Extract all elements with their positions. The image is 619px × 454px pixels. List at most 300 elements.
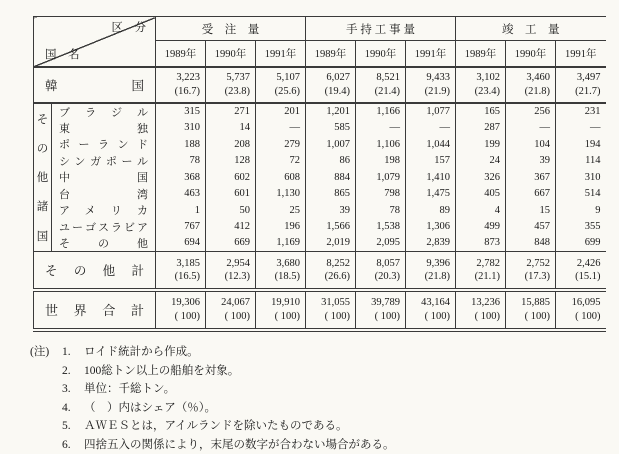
country-name: ブラジル bbox=[59, 106, 148, 119]
value-cell bbox=[256, 169, 306, 186]
value-cell bbox=[406, 235, 456, 252]
value-cell bbox=[306, 103, 356, 120]
cell-value: 1,410 bbox=[426, 171, 450, 183]
cell-share: ( 100) bbox=[474, 310, 500, 322]
value-cell bbox=[456, 235, 506, 252]
value-share-cell bbox=[506, 252, 556, 290]
cell-value: 601 bbox=[234, 188, 250, 200]
value-cell bbox=[456, 186, 506, 203]
value-cell bbox=[306, 169, 356, 186]
value-cell bbox=[156, 186, 206, 203]
cell-value: 19,910 bbox=[271, 297, 300, 309]
value-share-cell bbox=[506, 290, 556, 330]
value-share-cell bbox=[556, 67, 606, 103]
cell-value: 412 bbox=[234, 221, 250, 233]
cell-value: 1,007 bbox=[326, 138, 350, 150]
cell-value: 326 bbox=[484, 171, 500, 183]
cell-value: 13,236 bbox=[471, 297, 500, 309]
cell-value: 279 bbox=[284, 138, 300, 150]
cell-share: (21.4) bbox=[374, 85, 400, 97]
value-cell bbox=[306, 219, 356, 236]
value-cell bbox=[406, 169, 456, 186]
cell-value: 201 bbox=[284, 105, 300, 117]
cell-share: (18.5) bbox=[274, 270, 300, 282]
cell-value: 602 bbox=[234, 171, 250, 183]
footnote-number: 1. bbox=[62, 346, 71, 358]
korea-total-label: 韓国 bbox=[34, 67, 156, 103]
cell-value: 231 bbox=[584, 105, 601, 117]
cell-value: 2,426 bbox=[576, 257, 601, 269]
cell-share: (21.1) bbox=[474, 270, 500, 282]
year-header: 1991年 bbox=[556, 41, 606, 67]
cell-value: 310 bbox=[184, 122, 200, 134]
value-cell bbox=[156, 136, 206, 153]
value-cell bbox=[556, 186, 606, 203]
group-vertical-label-text bbox=[34, 104, 51, 250]
value-cell bbox=[506, 219, 556, 236]
world-total-label: 世界合計 bbox=[34, 290, 156, 330]
footnote-line bbox=[30, 399, 395, 415]
cell-value: 669 bbox=[234, 237, 250, 249]
cell-share: (23.4) bbox=[474, 85, 500, 97]
column-group-work-on-hand: 手 持 工 事 量 bbox=[306, 17, 456, 41]
cell-share: ( 100) bbox=[524, 310, 550, 322]
cell-share: (16.5) bbox=[174, 270, 200, 282]
cell-share: (21.9) bbox=[424, 85, 450, 97]
cell-value: 1,044 bbox=[426, 138, 450, 150]
cell-share: (21.8) bbox=[424, 270, 450, 282]
value-cell bbox=[156, 120, 206, 137]
cell-value: 15,885 bbox=[521, 297, 550, 309]
country-row bbox=[34, 235, 606, 252]
group-label-char: の bbox=[36, 143, 49, 156]
table-header bbox=[34, 17, 606, 67]
cell-value: 89 bbox=[439, 204, 450, 216]
cell-value: 1,201 bbox=[326, 105, 350, 117]
value-share-cell bbox=[256, 290, 306, 330]
value-cell bbox=[556, 219, 606, 236]
value-cell bbox=[156, 202, 206, 219]
value-cell bbox=[556, 202, 606, 219]
cell-share: (15.1) bbox=[575, 270, 601, 282]
cell-share: (21.8) bbox=[524, 85, 550, 97]
cell-value: 9,396 bbox=[426, 257, 450, 269]
value-share-cell bbox=[156, 290, 206, 330]
value-cell bbox=[506, 136, 556, 153]
cell-value: 24,067 bbox=[221, 297, 250, 309]
value-share-cell bbox=[256, 67, 306, 103]
value-cell bbox=[356, 186, 406, 203]
cell-value: 2,782 bbox=[476, 257, 500, 269]
cell-share: (16.7) bbox=[174, 85, 200, 97]
value-cell bbox=[206, 202, 256, 219]
value-share-cell bbox=[206, 290, 256, 330]
footnote-text: （ ）内はシェア（％）。 bbox=[84, 401, 217, 414]
footnote-text: 単位：千総トン。 bbox=[84, 383, 176, 395]
cell-value: — bbox=[439, 122, 450, 134]
cell-value: — bbox=[289, 122, 300, 134]
value-cell bbox=[506, 186, 556, 203]
country-name: ポーランド bbox=[59, 139, 148, 152]
footnote-number: 5. bbox=[62, 420, 71, 432]
cell-value: 8,521 bbox=[376, 72, 400, 84]
cell-value: 31,055 bbox=[321, 297, 350, 309]
year-header: 1989年 bbox=[156, 41, 206, 67]
cell-share: ( 100) bbox=[575, 310, 601, 322]
cell-value: 667 bbox=[534, 188, 550, 200]
country-row bbox=[34, 103, 606, 120]
cell-value: 208 bbox=[234, 138, 250, 150]
year-header: 1989年 bbox=[306, 41, 356, 67]
cell-value: 114 bbox=[585, 155, 601, 167]
year-header: 1991年 bbox=[256, 41, 306, 67]
value-cell bbox=[256, 202, 306, 219]
cell-value: 86 bbox=[339, 155, 350, 167]
cell-value: 1,079 bbox=[376, 171, 400, 183]
footnote-line bbox=[30, 343, 395, 359]
footnote-text: ＡＷＥＳとは，アイルランドを除いたものである。 bbox=[84, 420, 348, 432]
cell-value: 128 bbox=[234, 155, 250, 167]
cell-value: 72 bbox=[289, 155, 300, 167]
cell-value: 19,306 bbox=[171, 297, 200, 309]
footnote-number: 4. bbox=[62, 401, 71, 414]
cell-value: 3,460 bbox=[526, 72, 550, 84]
corner-category-label: 区 分 bbox=[111, 22, 146, 34]
value-share-cell bbox=[156, 252, 206, 290]
value-cell bbox=[406, 103, 456, 120]
value-cell bbox=[306, 235, 356, 252]
cell-value: 457 bbox=[534, 221, 550, 233]
cell-value: 271 bbox=[234, 105, 250, 117]
cell-value: 8,057 bbox=[376, 257, 400, 269]
value-share-cell bbox=[256, 252, 306, 290]
value-cell bbox=[206, 103, 256, 120]
cell-value: 1,169 bbox=[276, 237, 300, 249]
value-cell bbox=[456, 153, 506, 170]
cell-value: 14 bbox=[239, 122, 250, 134]
year-header: 1990年 bbox=[356, 41, 406, 67]
cell-value: 1,306 bbox=[426, 221, 450, 233]
cell-value: 767 bbox=[184, 221, 200, 233]
value-cell bbox=[306, 120, 356, 137]
cell-value: 5,737 bbox=[226, 72, 250, 84]
value-cell bbox=[156, 235, 206, 252]
year-header: 1990年 bbox=[506, 41, 556, 67]
cell-value: 514 bbox=[584, 188, 601, 200]
cell-value: 3,223 bbox=[176, 72, 200, 84]
world-total-row bbox=[34, 290, 606, 330]
value-cell bbox=[256, 120, 306, 137]
footnote-line bbox=[30, 380, 395, 396]
value-cell bbox=[506, 103, 556, 120]
value-cell bbox=[556, 120, 606, 137]
cell-value: 196 bbox=[284, 221, 300, 233]
value-cell bbox=[456, 120, 506, 137]
country-row bbox=[34, 202, 606, 219]
cell-value: 585 bbox=[334, 122, 350, 134]
cell-value: 884 bbox=[334, 171, 350, 183]
footnote-number: 3. bbox=[62, 383, 71, 395]
footnote-number: 2. bbox=[62, 364, 71, 377]
value-cell bbox=[306, 153, 356, 170]
value-cell bbox=[206, 219, 256, 236]
value-share-cell bbox=[206, 252, 256, 290]
value-cell bbox=[506, 153, 556, 170]
value-cell bbox=[406, 120, 456, 137]
value-share-cell bbox=[156, 67, 206, 103]
cell-value: — bbox=[539, 122, 550, 134]
country-row bbox=[34, 169, 606, 186]
footnote-prefix: (注) bbox=[30, 346, 50, 358]
other-total-row bbox=[34, 252, 606, 290]
cell-value: 315 bbox=[184, 105, 200, 117]
cell-share: (23.8) bbox=[224, 85, 250, 97]
cell-value: 3,680 bbox=[276, 257, 300, 269]
value-cell bbox=[206, 136, 256, 153]
value-cell bbox=[456, 219, 506, 236]
cell-value: 104 bbox=[534, 138, 550, 150]
corner-country-label: 国 名 bbox=[45, 48, 80, 61]
group-vertical-label bbox=[34, 103, 52, 252]
cell-share: ( 100) bbox=[424, 310, 450, 322]
value-cell bbox=[306, 136, 356, 153]
cell-value: 198 bbox=[384, 155, 400, 167]
cell-value: 5,107 bbox=[276, 72, 300, 84]
footnote-text: 四捨五入の関係により，末尾の数字が合わない場合がある。 bbox=[84, 438, 395, 451]
value-cell bbox=[556, 103, 606, 120]
cell-value: 2,019 bbox=[326, 237, 350, 249]
cell-value: 3,102 bbox=[476, 72, 500, 84]
cell-value: 1,166 bbox=[376, 105, 400, 117]
footnote-text: 100総トン以上の船舶を対象。 bbox=[84, 364, 240, 377]
value-cell bbox=[356, 235, 406, 252]
value-cell bbox=[406, 202, 456, 219]
year-header: 1990年 bbox=[206, 41, 256, 67]
cell-value: 3,185 bbox=[176, 257, 200, 269]
footnote-line bbox=[30, 417, 395, 433]
country-row bbox=[34, 219, 606, 236]
cell-value: 2,752 bbox=[526, 257, 550, 269]
value-cell bbox=[406, 186, 456, 203]
value-share-cell bbox=[306, 252, 356, 290]
value-share-cell bbox=[356, 252, 406, 290]
value-cell bbox=[306, 202, 356, 219]
group-label-char: そ bbox=[36, 113, 49, 126]
cell-value: 43,164 bbox=[421, 297, 450, 309]
cell-value: 256 bbox=[534, 105, 550, 117]
cell-value: — bbox=[590, 122, 601, 134]
value-cell bbox=[356, 120, 406, 137]
value-cell bbox=[456, 136, 506, 153]
value-cell bbox=[206, 153, 256, 170]
country-name: ユーゴスラビア bbox=[59, 221, 148, 234]
cell-value: 165 bbox=[484, 105, 500, 117]
value-cell bbox=[206, 186, 256, 203]
value-cell bbox=[256, 186, 306, 203]
value-cell bbox=[256, 153, 306, 170]
value-cell bbox=[356, 169, 406, 186]
value-share-cell bbox=[206, 67, 256, 103]
cell-value: 78 bbox=[389, 204, 400, 216]
country-row bbox=[34, 186, 606, 203]
cell-share: ( 100) bbox=[274, 310, 300, 322]
shipbuilding-statistics-table bbox=[33, 16, 606, 332]
value-share-cell bbox=[556, 290, 606, 330]
cell-value: 694 bbox=[184, 237, 200, 249]
other-total-label: その他計 bbox=[34, 252, 156, 290]
value-cell bbox=[556, 153, 606, 170]
cell-value: 39 bbox=[539, 155, 550, 167]
cell-value: 798 bbox=[384, 188, 400, 200]
value-cell bbox=[256, 103, 306, 120]
value-cell bbox=[206, 235, 256, 252]
cell-value: 24 bbox=[489, 155, 500, 167]
value-cell bbox=[356, 202, 406, 219]
value-share-cell bbox=[306, 290, 356, 330]
cell-value: 2,095 bbox=[376, 237, 400, 249]
corner-header-cell bbox=[34, 17, 156, 67]
value-cell bbox=[356, 103, 406, 120]
cell-value: 405 bbox=[484, 188, 500, 200]
value-share-cell bbox=[456, 290, 506, 330]
cell-share: ( 100) bbox=[374, 310, 400, 322]
cell-share: ( 100) bbox=[224, 310, 250, 322]
value-cell bbox=[506, 169, 556, 186]
cell-share: (26.6) bbox=[324, 270, 350, 282]
column-group-orders: 受 注 量 bbox=[156, 17, 306, 41]
cell-value: 15 bbox=[539, 204, 550, 216]
country-row bbox=[34, 120, 606, 137]
cell-share: (20.3) bbox=[374, 270, 400, 282]
cell-value: — bbox=[389, 122, 400, 134]
cell-value: 608 bbox=[284, 171, 300, 183]
cell-value: 287 bbox=[484, 122, 500, 134]
value-share-cell bbox=[356, 290, 406, 330]
value-cell bbox=[356, 136, 406, 153]
value-cell bbox=[256, 136, 306, 153]
country-row bbox=[34, 136, 606, 153]
cell-value: 6,027 bbox=[326, 72, 350, 84]
value-share-cell bbox=[406, 252, 456, 290]
cell-value: 4 bbox=[494, 204, 500, 216]
value-cell bbox=[406, 136, 456, 153]
cell-value: 9 bbox=[595, 204, 601, 216]
value-cell bbox=[506, 202, 556, 219]
value-cell bbox=[556, 169, 606, 186]
value-cell bbox=[256, 219, 306, 236]
value-cell bbox=[456, 169, 506, 186]
cell-value: 310 bbox=[584, 171, 601, 183]
value-share-cell bbox=[356, 67, 406, 103]
cell-value: 1 bbox=[194, 204, 200, 216]
footnote-text: ロイド統計から作成。 bbox=[84, 346, 199, 358]
cell-value: 1,077 bbox=[426, 105, 450, 117]
cell-share: (21.7) bbox=[575, 85, 601, 97]
country-name: 台湾 bbox=[59, 188, 148, 201]
cell-share: (17.3) bbox=[524, 270, 550, 282]
cell-value: 157 bbox=[434, 155, 450, 167]
cell-value: 16,095 bbox=[571, 297, 601, 309]
value-share-cell bbox=[456, 67, 506, 103]
footnotes bbox=[30, 343, 395, 454]
cell-value: 355 bbox=[584, 221, 601, 233]
group-label-char: 諸 bbox=[36, 201, 49, 214]
cell-share: (19.4) bbox=[324, 85, 350, 97]
value-cell bbox=[356, 219, 406, 236]
value-cell bbox=[156, 153, 206, 170]
country-name: 東独 bbox=[59, 122, 148, 135]
cell-value: 499 bbox=[484, 221, 500, 233]
country-name: シンガポール bbox=[59, 155, 148, 168]
value-cell bbox=[206, 169, 256, 186]
cell-value: 188 bbox=[184, 138, 200, 150]
cell-value: 199 bbox=[484, 138, 500, 150]
cell-value: 194 bbox=[584, 138, 601, 150]
group-label-char: 他 bbox=[36, 172, 49, 185]
value-cell bbox=[156, 219, 206, 236]
value-cell bbox=[156, 103, 206, 120]
cell-value: 1,538 bbox=[376, 221, 400, 233]
value-share-cell bbox=[456, 252, 506, 290]
country-name: その他 bbox=[59, 238, 148, 250]
value-share-cell bbox=[506, 67, 556, 103]
cell-value: 39 bbox=[339, 204, 350, 216]
cell-share: ( 100) bbox=[324, 310, 350, 322]
cell-share: ( 100) bbox=[174, 310, 200, 322]
cell-value: 1,566 bbox=[326, 221, 350, 233]
year-header: 1989年 bbox=[456, 41, 506, 67]
value-cell bbox=[406, 153, 456, 170]
cell-value: 865 bbox=[334, 188, 350, 200]
value-share-cell bbox=[406, 67, 456, 103]
cell-value: 368 bbox=[184, 171, 200, 183]
value-cell bbox=[156, 169, 206, 186]
header-row-groups bbox=[34, 17, 606, 41]
country-row bbox=[34, 153, 606, 170]
value-cell bbox=[306, 186, 356, 203]
korea-total-row bbox=[34, 67, 606, 103]
cell-value: 8,252 bbox=[326, 257, 350, 269]
footnote-line bbox=[30, 362, 395, 378]
group-label-char: 国 bbox=[36, 230, 49, 243]
value-cell bbox=[456, 103, 506, 120]
cell-value: 2,954 bbox=[226, 257, 250, 269]
country-name: アメリカ bbox=[59, 205, 148, 218]
cell-value: 367 bbox=[534, 171, 550, 183]
value-cell bbox=[506, 235, 556, 252]
footnote-number: 6. bbox=[62, 438, 71, 451]
value-cell bbox=[456, 202, 506, 219]
cell-value: 39,789 bbox=[371, 297, 400, 309]
value-cell bbox=[256, 235, 306, 252]
column-group-completions: 竣 工 量 bbox=[456, 17, 606, 41]
cell-share: (12.3) bbox=[224, 270, 250, 282]
cell-value: 25 bbox=[289, 204, 300, 216]
cell-value: 699 bbox=[584, 237, 601, 249]
cell-value: 2,839 bbox=[426, 237, 450, 249]
cell-value: 78 bbox=[189, 155, 200, 167]
cell-value: 1,475 bbox=[426, 188, 450, 200]
value-cell bbox=[406, 219, 456, 236]
table-body bbox=[34, 67, 606, 330]
value-share-cell bbox=[306, 67, 356, 103]
footnote-line bbox=[30, 436, 395, 452]
cell-value: 50 bbox=[239, 204, 250, 216]
cell-share: (25.6) bbox=[274, 85, 300, 97]
country-name: 中国 bbox=[59, 172, 148, 185]
cell-value: 463 bbox=[184, 188, 200, 200]
cell-value: 3,497 bbox=[576, 72, 601, 84]
